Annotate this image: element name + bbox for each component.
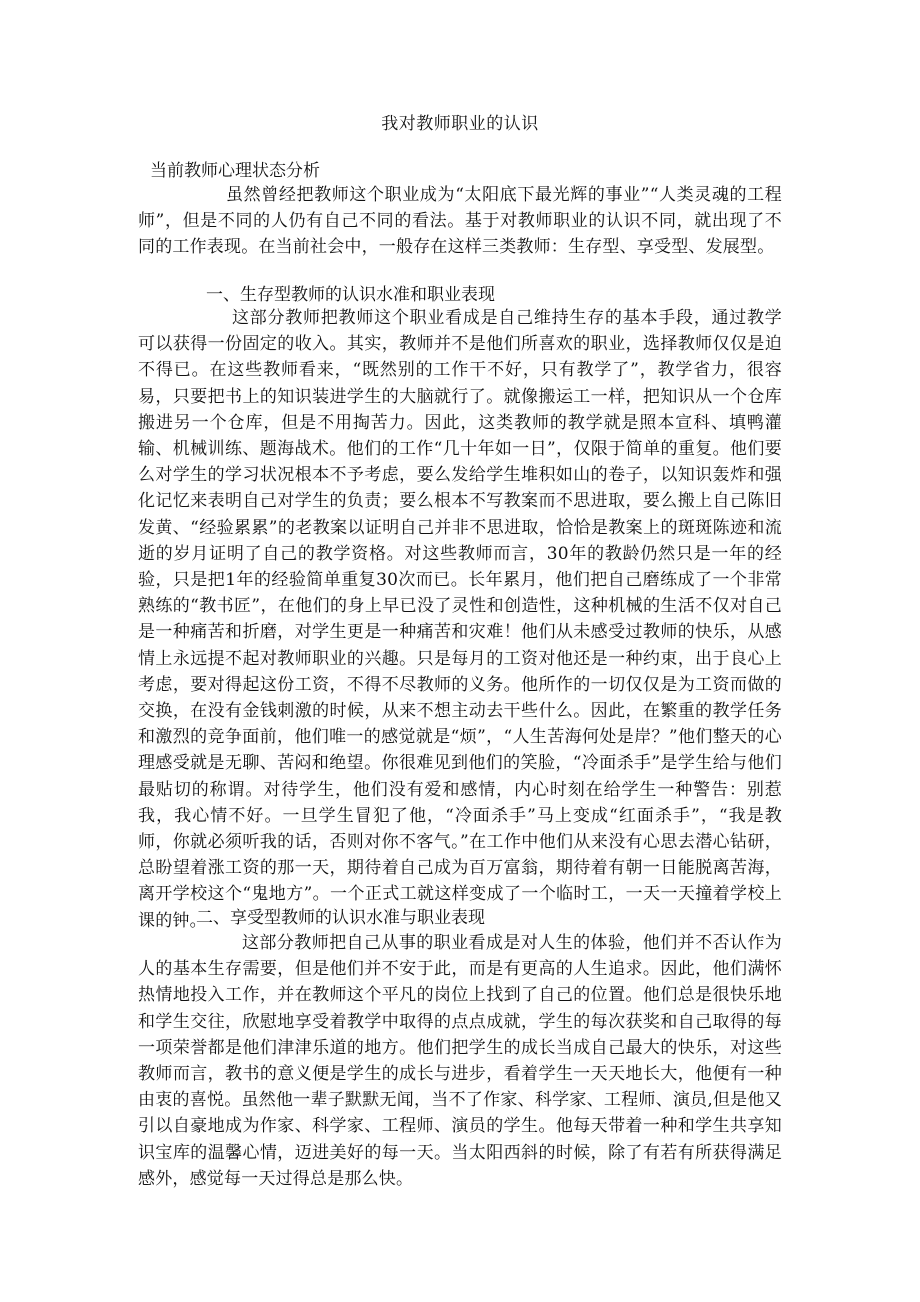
document-title: 我对教师职业的认识 [381, 114, 539, 134]
section-body-survival: 这部分教师把教师这个职业看成是自己维持生存的基本手段，通过教学可以获得一份固定的收入。其实，教师并不是他们所喜欢的职业，选择教师仅仅是迫不得已。在这些教师看来，“既然别的工作干不好，只有教学了”，教学省力，很容易，只要把书上的知识装进学生的大脑就行了。就像搬运工一样，把知识从一个仓库搬进另一个仓库，但是不用掏苦力。因此，这类教师的教学就是照本宣科、填鸭灌输、机械训练、题海战术。他们的工作“几十年如一日”，仅限于简单的重复。他们要么对学生的学习状况根本不予考虑，要么发给学生堆积如山的卷子，以知识轰炸和强化记忆来表明自己对学生的负责；要么根本不写教案而不思进取，要么搬上自己陈旧发黄、“经验累累”的老教案以证明自己并非不思进取，恰恰是教案上的斑斑陈迹和流逝的岁月证明了自己的教学资格。对这些教师而言，30年的教龄仍然只是一年的经验，只是把1年的经验简单重复30次而已。长年累月，他们把自己磨练成了一个非常熟练的“教书匠”，在他们的身上早已没了灵性和创造性，这种机械的生活不仅对自己是一种痛苦和折磨，对学生更是一种痛苦和灾难！他们从未感受过教师的快乐，从感情上永远提不起对教师职业的兴趣。只是每月的工资对他还是一种约束，出于良心上考虑，要对得起这份工资，不得不尽教师的义务。他所作的一切仅仅是为工资而做的交换，在没有金钱刺激的时候，从来不想主动去干些什么。因此，在繁重的教学任务和激烈的竞争面前，他们唯一的感觉就是“烦”，“人生苦海何处是岸？”他们整天的心理感受就是无聊、苦闷和绝望。你很难见到他们的笑脸，“冷面杀手”是学生给与他们最贴切的称谓。对待学生，他们没有爱和感情，内心时刻在给学生一种警告：别惹我，我心情不好。一旦学生冒犯了他，“冷面杀手”马上变成“红面杀手”，“我是教师，你就必须听我的话，否则对你不客气。”在工作中他们从来没有心思去潜心钻研，总盼望着涨工资的那一天，期待着自己成为百万富翁，期待着有朝一日能脱离苦海，离开学校这个“鬼地方”。一个正式工就这样变成了一个临时工，一天一天撞着学校上课的钟。 [138, 308, 782, 931]
section-heading-enjoyment: 二、享受型教师的认识水准与职业表现 [196, 908, 485, 928]
section-body-enjoyment: 这部分教师把自己从事的职业看成是对人生的体验，他们并不否认作为人的基本生存需要，但是他们并不安于此，而是有更高的人生追求。因此，他们满怀热情地投入工作，并在教师这个平凡的岗位上找到了自己的位置。他们总是很快乐地和学生交往，欣慰地享受着教学中取得的点点成就，学生的每次获奖和自己取得的每一项荣誉都是他们津津乐道的地方。他们把学生的成长当成自己最大的快乐，对这些教师而言，教书的意义便是学生的成长与进步，看着学生一天天地长大，他便有一种由衷的喜悦。虽然他一辈子默默无闻，当不了作家、科学家、工程师、演员,但是他又引以自豪地成为作家、科学家、工程师、演员的学生。他每天带着一种和学生共享知识宝库的温馨心情，迈进美好的每一天。当太阳西斜的时候，除了有若有所获得满足感外，感觉每一天过得总是那么快。 [138, 933, 782, 1189]
section-heading-survival: 一、生存型教师的认识水准和职业表现 [206, 285, 495, 305]
intro-paragraph: 虽然曾经把教师这个职业成为“太阳底下最光辉的事业”“人类灵魂的工程师”，但是不同的人仍有自己不同的看法。基于对教师职业的认识不同，就出现了不同的工作表现。在当前社会中，一般存在这样三类教师：生存型、享受型、发展型。 [138, 185, 782, 258]
document-subtitle: 当前教师心理状态分析 [150, 161, 320, 181]
